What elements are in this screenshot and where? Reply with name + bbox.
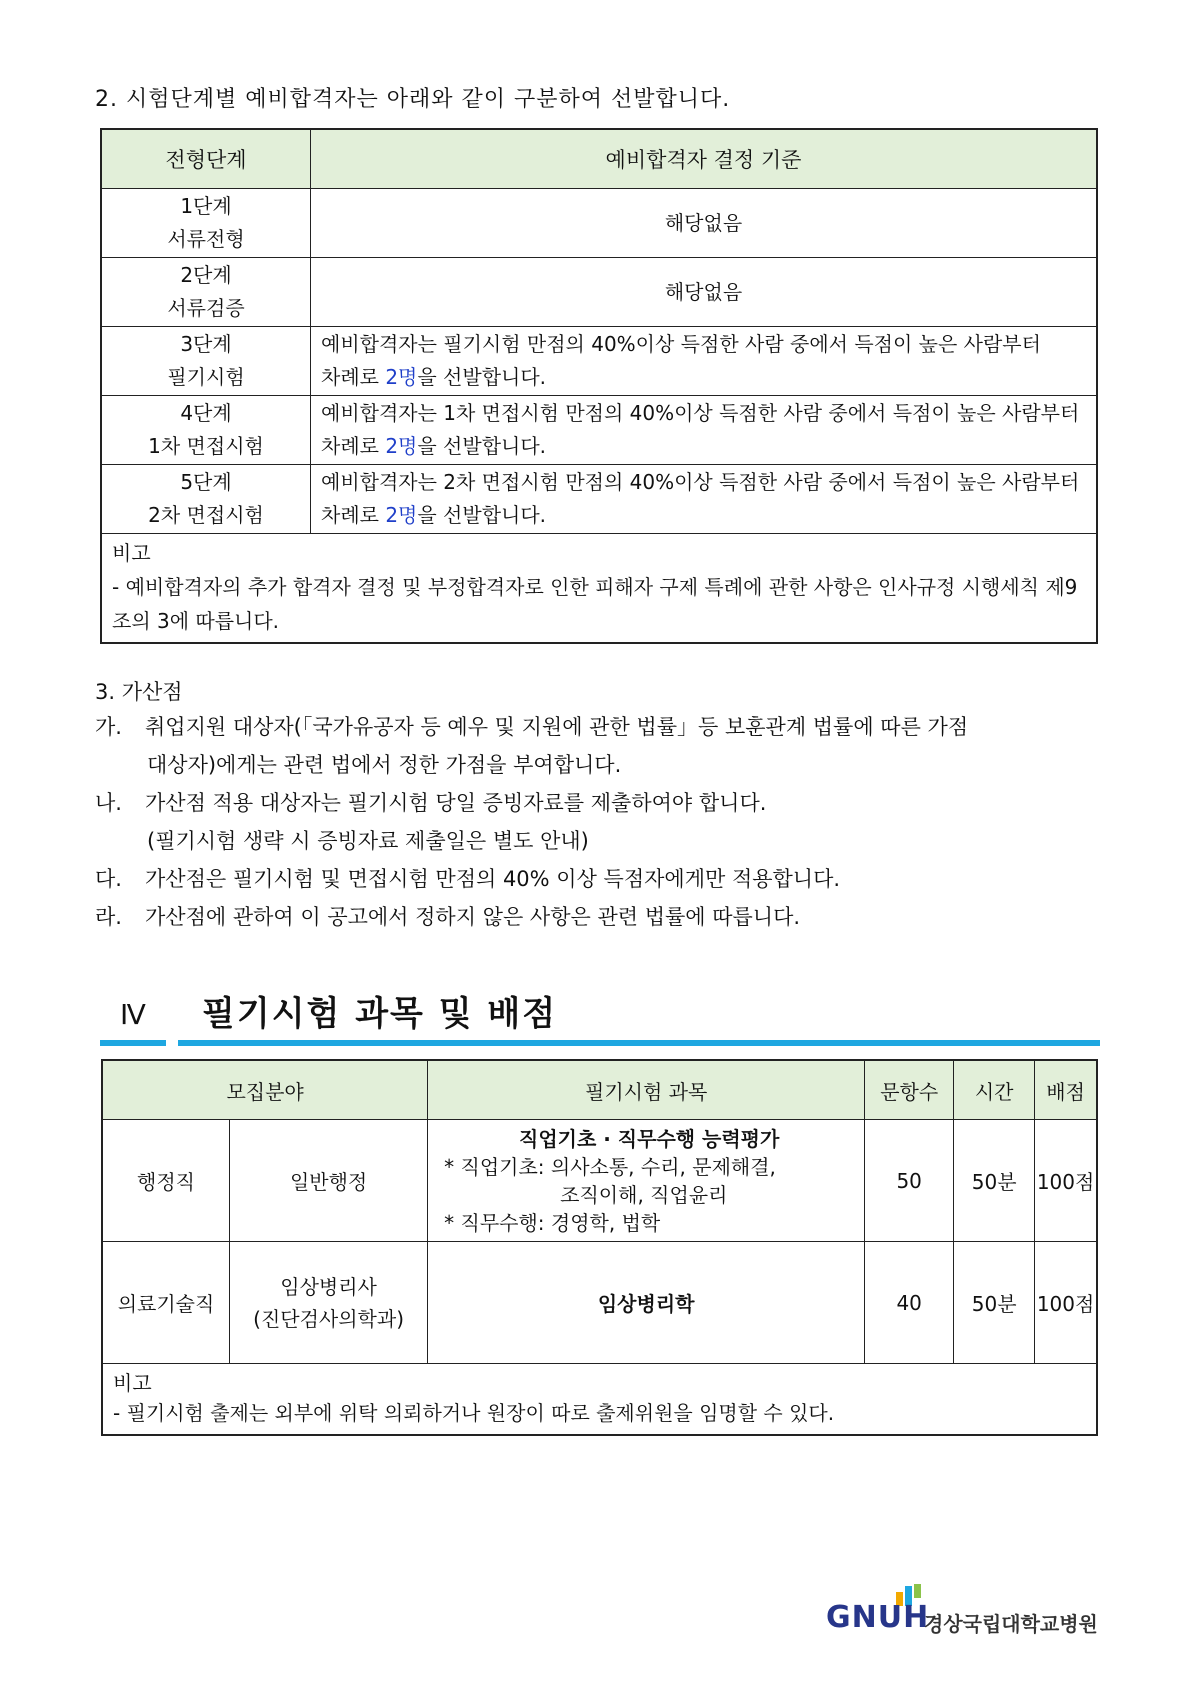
list-item-continued: 대상자)에게는 관련 법에서 정한 가점을 부여합니다. <box>147 753 622 777</box>
stage-cell: 1단계 서류전형 <box>101 189 311 258</box>
criteria-cell: 예비합격자는 2차 면접시험 만점의 40%이상 득점한 사람 중에서 득점이 높은 사람부터 차례로 2명을 선발합니다. <box>311 465 1098 534</box>
selection-count: 2명 <box>385 365 418 389</box>
field-cell: 임상병리사 (진단검사의학과) <box>230 1242 428 1364</box>
title-underline-right <box>178 1040 1100 1046</box>
stage-cell: 3단계 필기시험 <box>101 327 311 396</box>
logo-abbr: GNUH <box>826 1600 930 1635</box>
criteria-cell: 해당없음 <box>311 258 1098 327</box>
hospital-logo <box>826 1586 1106 1636</box>
section-number: Ⅳ <box>120 998 146 1031</box>
field-cell: 일반행정 <box>230 1120 428 1242</box>
written-exam-table <box>101 1059 1098 1436</box>
list-item: 라. 가산점에 관하여 이 공고에서 정하지 않은 사항은 관련 법률에 따릅니다. <box>95 905 801 929</box>
table-row <box>101 465 1097 534</box>
section-2-title: 2. 시험단계별 예비합격자는 아래와 같이 구분하여 선발합니다. <box>95 87 731 112</box>
note-title: 비고 <box>113 1371 152 1395</box>
section-3-title: 3. 가산점 <box>95 680 183 704</box>
col-header-score: 배점 <box>1035 1060 1097 1120</box>
note-title: 비고 <box>112 541 151 565</box>
category-cell: 의료기술직 <box>102 1242 230 1364</box>
stage-cell: 2단계 서류검증 <box>101 258 311 327</box>
note-cell <box>102 1364 1097 1436</box>
table-header-row <box>101 129 1097 189</box>
table-row <box>101 396 1097 465</box>
selection-count: 2명 <box>385 434 418 458</box>
col-header-field: 모집분야 <box>102 1060 428 1120</box>
section-4-title: 필기시험 과목 및 배점 <box>202 994 558 1034</box>
stage-cell: 4단계 1차 면접시험 <box>101 396 311 465</box>
criteria-cell: 해당없음 <box>311 189 1098 258</box>
table-header-row <box>102 1060 1097 1120</box>
criteria-cell: 예비합격자는 필기시험 만점의 40%이상 득점한 사람 중에서 득점이 높은 사람부터 차례로 2명을 선발합니다. <box>311 327 1098 396</box>
subject-cell: 직업기초 · 직무수행 능력평가 * 직업기초: 의사소통, 수리, 문제해결, 조직이해, 직업윤리 * 직무수행: 경영학, 법학 <box>428 1120 865 1242</box>
score-cell: 100점 <box>1035 1120 1097 1242</box>
logo-name: 경상국립대학교병원 <box>924 1612 1098 1636</box>
time-cell: 50분 <box>954 1120 1035 1242</box>
list-item: 가. 취업지원 대상자(「국가유공자 등 예우 및 지원에 관한 법률」등 보훈관계 법률에 따른 가점 <box>95 715 969 739</box>
count-cell: 50 <box>865 1120 954 1242</box>
time-cell: 50분 <box>954 1242 1035 1364</box>
table-row <box>101 327 1097 396</box>
table-row <box>101 189 1097 258</box>
preliminary-pass-table <box>100 128 1098 644</box>
table-row <box>102 1242 1097 1364</box>
col-header-stage: 전형단계 <box>101 129 311 189</box>
col-header-count: 문항수 <box>865 1060 954 1120</box>
criteria-cell: 예비합격자는 1차 면접시험 만점의 40%이상 득점한 사람 중에서 득점이 높은 사람부터 차례로 2명을 선발합니다. <box>311 396 1098 465</box>
col-header-criteria: 예비합격자 결정 기준 <box>311 129 1098 189</box>
table-row <box>101 258 1097 327</box>
score-cell: 100점 <box>1035 1242 1097 1364</box>
table-row <box>102 1120 1097 1242</box>
note-cell <box>101 534 1097 644</box>
note-text: - 필기시험 출제는 외부에 위탁 의뢰하거나 원장이 따로 출제위원을 임명할 수 있다. <box>113 1401 835 1425</box>
list-item: 나. 가산점 적용 대상자는 필기시험 당일 증빙자료를 제출하여야 합니다. <box>95 791 767 815</box>
table-note-row <box>101 534 1097 644</box>
subject-cell: 임상병리학 <box>428 1242 865 1364</box>
col-header-time: 시간 <box>954 1060 1035 1120</box>
bonus-points-list <box>95 708 1105 936</box>
table-note-row <box>102 1364 1097 1436</box>
list-item: 다. 가산점은 필기시험 및 면접시험 만점의 40% 이상 득점자에게만 적용합니다. <box>95 867 841 891</box>
count-cell: 40 <box>865 1242 954 1364</box>
stage-cell: 5단계 2차 면접시험 <box>101 465 311 534</box>
col-header-subject: 필기시험 과목 <box>428 1060 865 1120</box>
category-cell: 행정직 <box>102 1120 230 1242</box>
note-text: - 예비합격자의 추가 합격자 결정 및 부정합격자로 인한 피해자 구제 특례에 관한 사항은 인사규정 시행세칙 제9조의 3에 따릅니다. <box>112 575 1078 633</box>
title-underline-left <box>100 1040 166 1046</box>
list-item-continued: (필기시험 생략 시 증빙자료 제출일은 별도 안내) <box>147 829 589 853</box>
selection-count: 2명 <box>385 503 418 527</box>
